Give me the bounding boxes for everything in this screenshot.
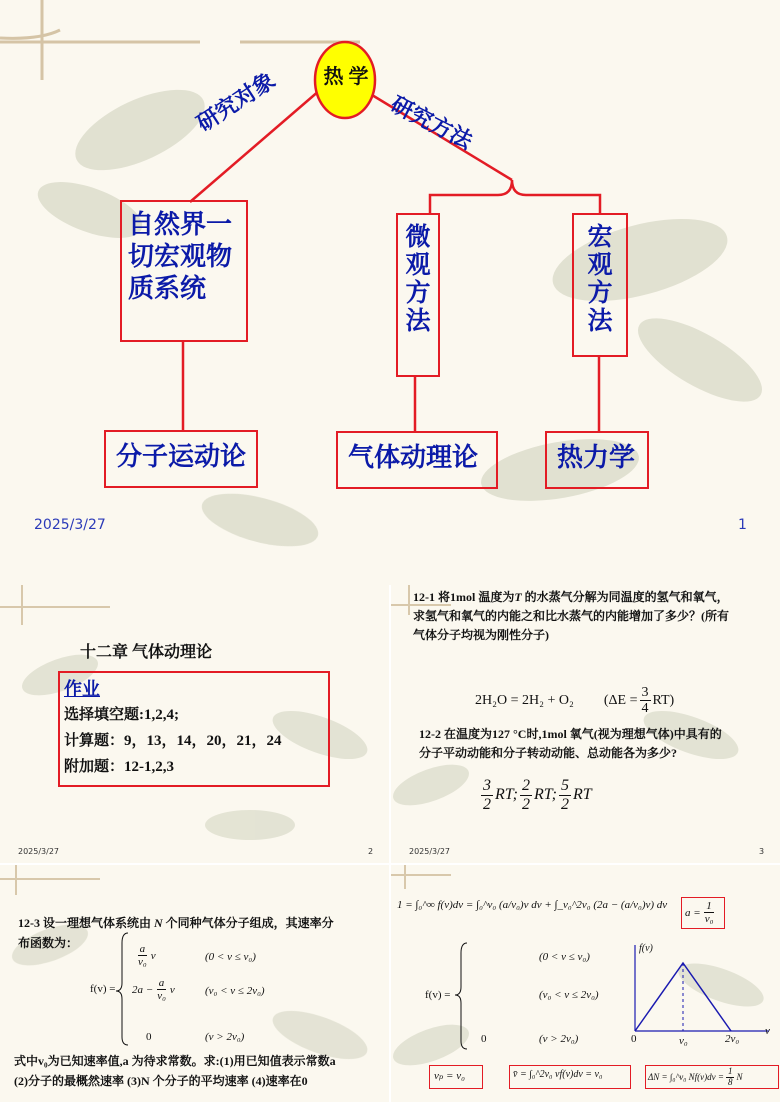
ans-n1: 3 <box>483 777 491 794</box>
eq1-den: 4 <box>641 701 649 717</box>
r2-expr: 2a − <box>132 983 154 996</box>
object-line-2: 切宏观物 <box>128 242 233 272</box>
distribution-graph <box>621 939 771 1049</box>
graph-origin-label: 0 <box>631 1033 637 1045</box>
dn-box <box>645 1065 779 1089</box>
p1-text-c: 求氢气和氧气的内能之和比水蒸气的内能增加了多少？(所有 <box>413 609 729 623</box>
dn-num: 1 <box>727 1066 733 1076</box>
object-line-3: 质系统 <box>128 274 207 304</box>
p3-question-1: 式中v₀为已知速率值,a 为待求常数。求:(1)用已知值表示常数a <box>14 1054 336 1068</box>
eq1-tail: RT) <box>652 692 675 708</box>
problem-12-1 <box>413 588 775 645</box>
thermodynamics-label: 热力学 <box>557 443 636 473</box>
piecewise-row-3: 0 <box>146 1031 152 1043</box>
piecewise-cond-1: (0 < v ≤ v₀) <box>205 951 256 963</box>
p1-T: T <box>514 590 522 604</box>
equation-12-1 <box>475 685 674 717</box>
ans-d1: 2 <box>483 795 491 813</box>
cond-1: (0 < v ≤ v₀) <box>539 951 590 963</box>
ans-n2: 2 <box>521 777 530 794</box>
answer-12-2 <box>479 777 592 813</box>
eq1-reaction: 2H₂O = 2H₂ + O₂ <box>475 692 574 708</box>
row3-expr: 0 <box>481 1033 487 1045</box>
p2-text-a: 12-2 在温度为127 °C时,1mol 氧气(视为理想气体)中具有的 <box>419 727 722 741</box>
slide-2-date: 2025/3/27 <box>18 847 60 856</box>
piecewise-cond-2: (v₀ < v ≤ 2v₀) <box>205 985 265 997</box>
piecewise-cond-3: (v > 2v₀) <box>205 1031 245 1043</box>
center-label: 热 学 <box>323 66 369 88</box>
slide-3-date: 2025/3/27 <box>409 847 451 856</box>
p2-text-b: 分子平动动能和分子转动动能、总动能各为多少? <box>419 746 678 760</box>
micro-method-label: 微观方法 <box>405 222 431 335</box>
eq1-num: 3 <box>641 685 649 700</box>
cond-2: (v₀ < v ≤ 2v₀) <box>539 989 599 1001</box>
fv-label-2: f(v) = <box>425 989 451 1001</box>
ans-d3: 2 <box>560 795 569 813</box>
slide-2 <box>0 585 389 863</box>
fv-label: f(v) = <box>90 983 116 995</box>
slide-3-page-number: 3 <box>759 847 765 856</box>
slide-2-page-number: 2 <box>368 847 374 856</box>
triangle-distribution <box>635 963 731 1031</box>
vp-box <box>429 1065 483 1089</box>
dn-den: 8 <box>727 1076 733 1087</box>
object-line-1: 自然界一 <box>128 210 233 240</box>
homework-box <box>58 671 330 787</box>
vp-result: vₚ = v₀ <box>434 1070 465 1082</box>
normalization-equation: 1 = ∫₀^∞ f(v)dv = ∫₀^v₀ (a/v₀)v dv + ∫_v₀^2v₀ (2a − (a/v₀)v) dv <box>397 899 668 911</box>
p3-text-b: 个同种气体分子组成，其速率分 <box>165 916 334 930</box>
gas-kinetic-box <box>336 431 498 489</box>
problem-12-3-questions <box>14 1051 386 1091</box>
r1-a: a <box>139 943 146 955</box>
slide-4 <box>0 865 389 1102</box>
homework-title: 作业 <box>64 679 100 700</box>
dn-result <box>648 1067 742 1088</box>
graph-y-label: f(v) <box>639 943 653 954</box>
slide-1-page-number: 1 <box>738 517 747 533</box>
p1-text-d: 气体分子均视为刚性分子) <box>413 628 549 642</box>
gas-kinetic-label: 气体动理论 <box>348 443 479 473</box>
ans-rt3: RT <box>572 786 592 804</box>
macro-method-label: 宏观方法 <box>587 222 613 335</box>
kinetic-molecular-box <box>104 430 258 488</box>
thermodynamics-box <box>545 431 649 489</box>
vavg-result: v̄ = ∫₀^2v₀ vf(v)dv = v₀ <box>513 1069 603 1080</box>
micro-method-box <box>396 213 440 377</box>
a-result <box>685 900 717 925</box>
problem-12-3 <box>18 913 384 953</box>
r2-v: v <box>169 983 175 996</box>
piecewise-row-2 <box>132 977 175 1002</box>
kinetic-molecular-label: 分子运动论 <box>116 442 247 472</box>
slide-1-date: 2025/3/27 <box>34 517 106 533</box>
eq1-fraction <box>640 685 651 717</box>
branch-label-object: 研究对象 <box>192 68 281 138</box>
ans-rt2: RT; <box>533 786 557 804</box>
cond-3: (v > 2v₀) <box>539 1033 579 1045</box>
object-box <box>120 200 248 342</box>
r1-v: v <box>150 949 156 962</box>
homework-line-2: 计算题：9，13，14，20，21，24 <box>64 733 282 749</box>
r2-v0: v₀ <box>157 990 166 1003</box>
eq1-delta-e: (ΔE = <box>603 692 638 708</box>
homework-line-3: 附加题：12-1,2,3 <box>64 759 174 775</box>
slide-5 <box>391 865 780 1102</box>
chapter-title: 十二章 气体动理论 <box>80 644 213 661</box>
slide-3 <box>391 585 780 863</box>
graph-2v0-label: 2v₀ <box>725 1033 740 1045</box>
p3-question-2: (2)分子的最概然速率 (3)N 个分子的平均速率 (4)速率在0 <box>14 1074 308 1088</box>
vavg-box <box>509 1065 631 1089</box>
ans-n3: 5 <box>560 777 569 794</box>
p3-text-c: 布函数为： <box>18 936 79 950</box>
p1-text-a: 12-1 将1mol 温度为 <box>413 590 515 604</box>
dn-tail: N <box>736 1072 743 1083</box>
homework-line-1: 选择填空题:1,2,4; <box>64 707 179 723</box>
graph-v-label: v <box>765 1025 770 1037</box>
p3-text-a: 12-3 设一理想气体系统由 <box>18 916 151 930</box>
piecewise-row-1 <box>134 943 156 968</box>
a-num: 1 <box>706 900 712 912</box>
graph-v0-label: v₀ <box>679 1035 688 1047</box>
dn-expr: ΔN = ∫₀^v₀ Nf(v)dv = <box>648 1072 724 1083</box>
macro-method-box <box>572 213 628 357</box>
ans-d2: 2 <box>521 795 530 813</box>
ans-rt1: RT; <box>495 786 518 804</box>
r1-v0: v₀ <box>138 956 147 969</box>
problem-12-2 <box>419 725 775 763</box>
r2-a: a <box>158 977 165 989</box>
branch-label-method: 研究方法 <box>386 92 477 155</box>
a-result-box <box>681 897 725 929</box>
p3-N: N <box>151 916 166 930</box>
a-den: v₀ <box>704 913 714 926</box>
a-result-label: a = <box>685 906 701 919</box>
p1-text-b: 的水蒸气分解为同温度的氢气和氧气， <box>521 590 729 604</box>
